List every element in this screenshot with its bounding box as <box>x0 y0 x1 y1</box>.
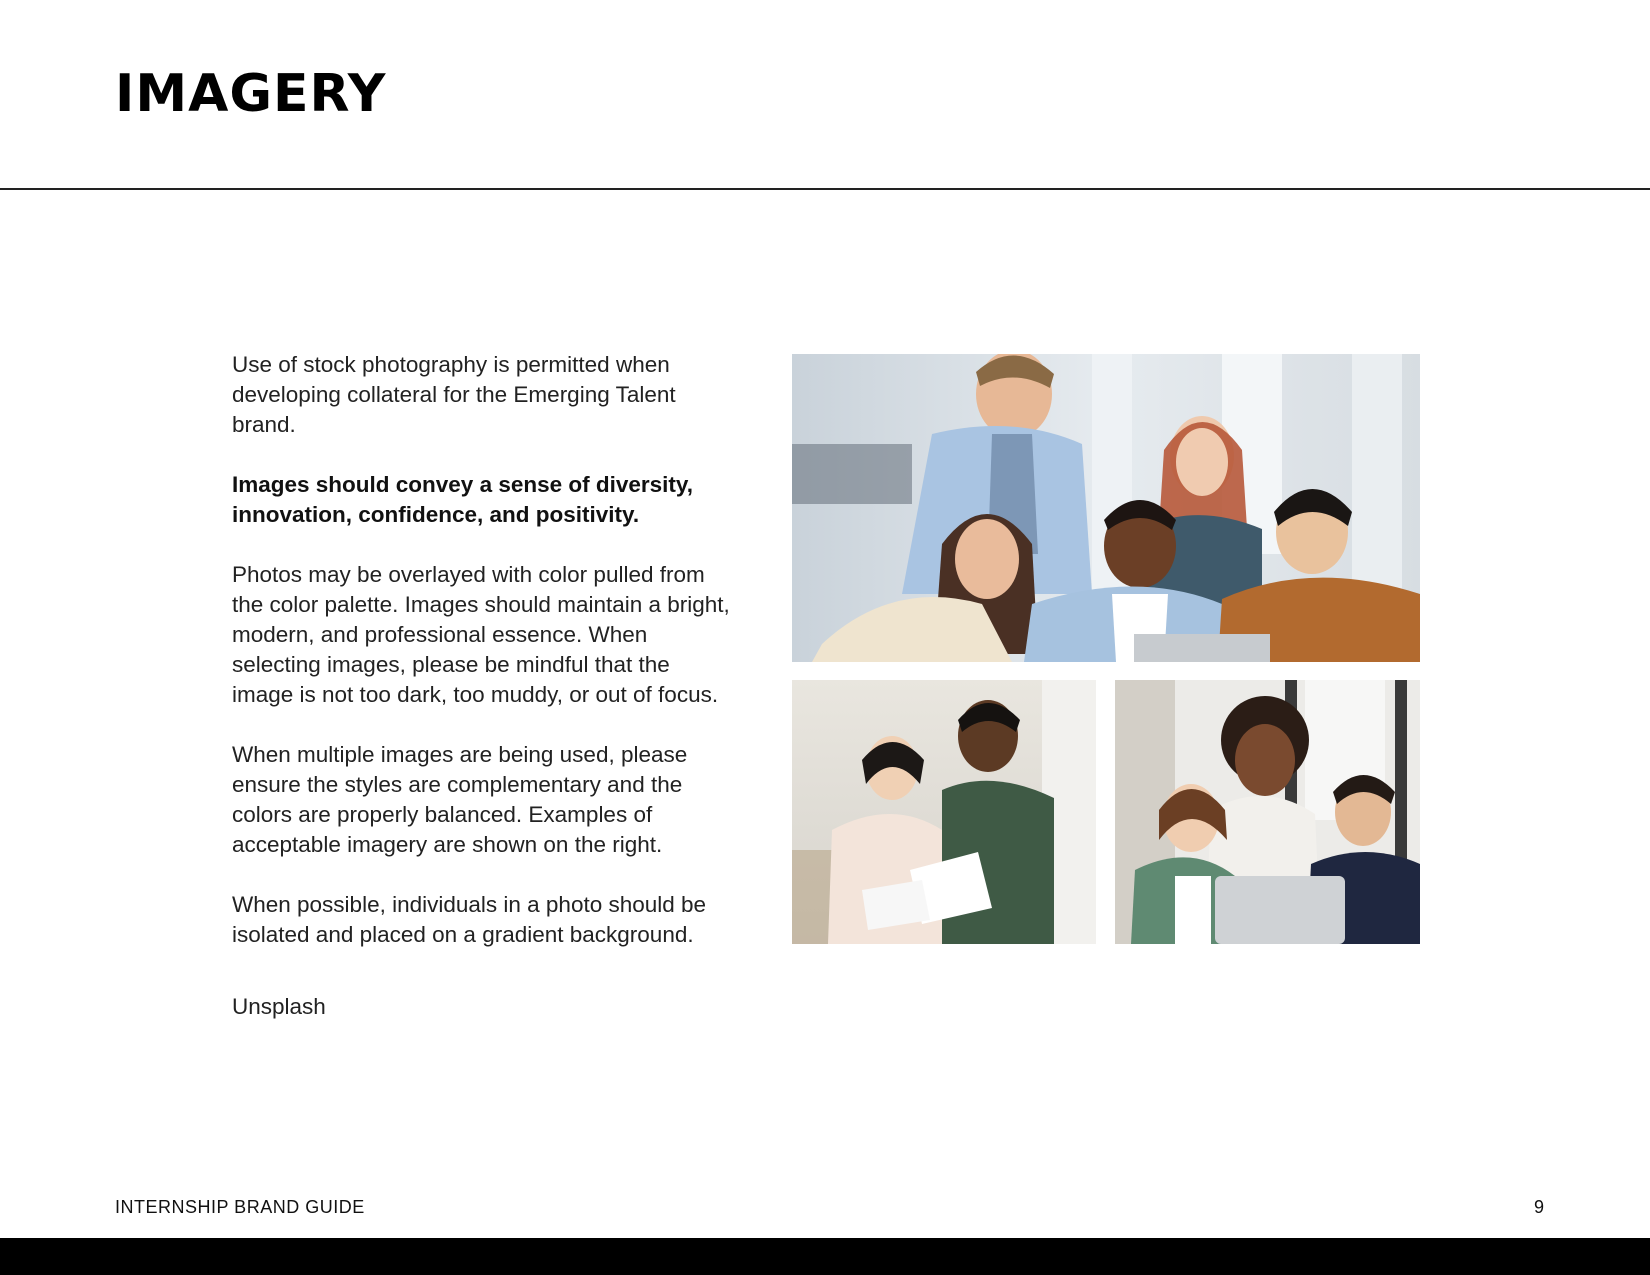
group-laptop-photo <box>792 354 1420 662</box>
colleagues-papers-photo <box>792 680 1096 944</box>
bottom-bar <box>0 1238 1650 1275</box>
body-copy <box>232 350 732 1052</box>
page-title: IMAGERY <box>115 64 387 124</box>
paragraph-overlay-guidance: Photos may be overlayed with color pulled from the color palette. Images should maintain a bright, modern, and professional essence. When selecting images, please be mindful that the image is not too dark, too muddy, or out of focus. <box>232 562 730 707</box>
colleagues-papers-illustration <box>792 680 1096 944</box>
paragraph-isolation: When possible, individuals in a photo should be isolated and placed on a gradient background. <box>232 892 707 947</box>
group-laptop-illustration <box>792 354 1420 662</box>
team-laptop-illustration <box>1115 680 1420 944</box>
paragraph-multiple-images: When multiple images are being used, please ensure the styles are complementary and the colors are properly balanced. Examples of acceptable imagery are shown on the right. <box>232 742 688 857</box>
footer-guide-label: INTERNSHIP BRAND GUIDE <box>115 1197 365 1217</box>
header-divider <box>0 188 1650 190</box>
photo-credit: Unsplash <box>232 994 326 1019</box>
paragraph-image-values: Images should convey a sense of diversity, innovation, confidence, and positivity. <box>232 472 694 527</box>
paragraph-stock-photography: Use of stock photography is permitted when developing collateral for the Emerging Talent brand. <box>232 352 676 437</box>
team-laptop-photo <box>1115 680 1420 944</box>
page-number: 9 <box>1533 1197 1544 1217</box>
